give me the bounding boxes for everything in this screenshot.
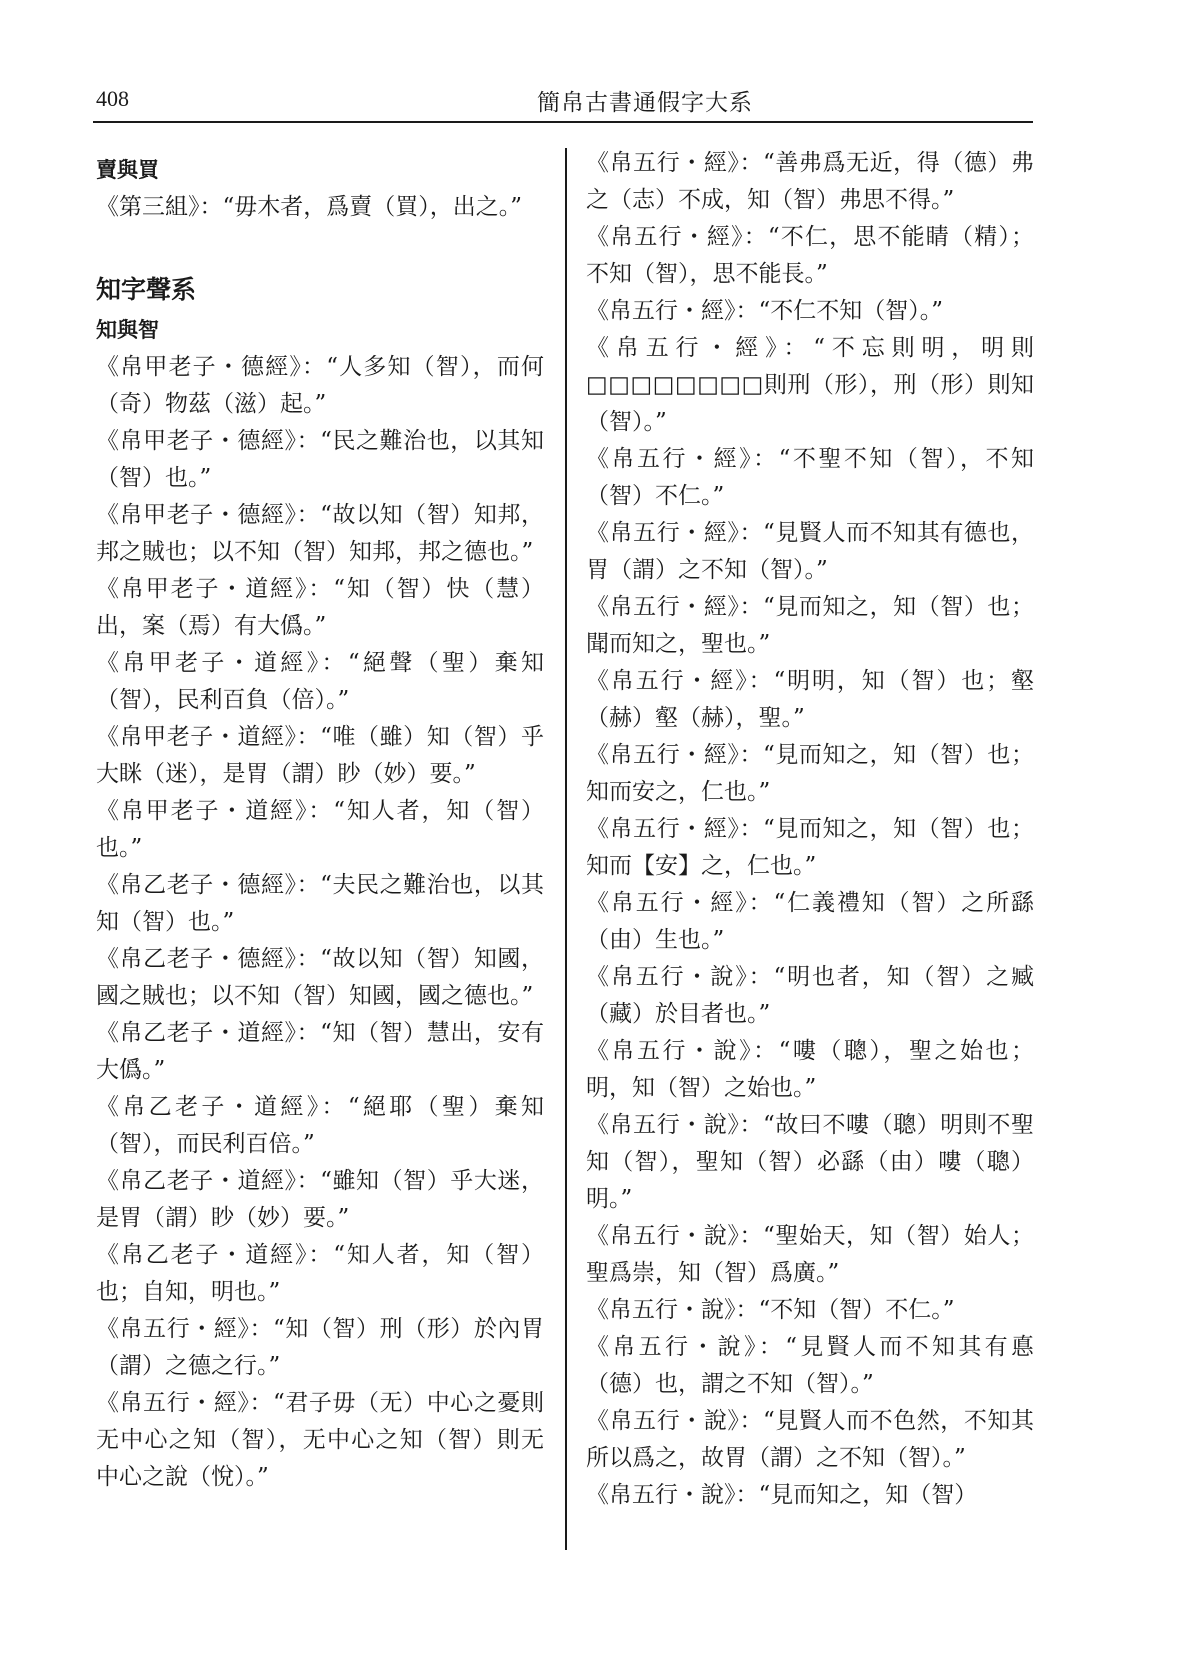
entry: 《帛甲老子・道經》：“知人者，知（智）也。” bbox=[96, 798, 544, 861]
entry: 《帛五行・說》：“見賢人而不知其有悳（德）也，謂之不知（智）。” bbox=[586, 1334, 1034, 1397]
entry: 《帛甲老子・道經》：“絕聲（聖）棄知（智），民利百負（倍）。” bbox=[96, 650, 544, 713]
entry: 《帛五行・經》：“不仁不知（智）。” bbox=[586, 298, 944, 324]
entry: 《帛五行・經》：“不仁，思不能睛（精）；不知（智），思不能長。” bbox=[586, 224, 1034, 287]
entry: 《帛五行・說》：“故曰不嘍（聰）明則不聖知（智），聖知（智）必繇（由）嘍（聰）明。” bbox=[586, 1112, 1034, 1212]
entry: 《帛五行・經》：“見而知之，知（智）也；知而安之，仁也。” bbox=[586, 742, 1034, 805]
entry: 《帛五行・說》：“嘍（聰），聖之始也；明，知（智）之始也。” bbox=[586, 1038, 1034, 1101]
column-divider bbox=[565, 148, 567, 1550]
entry: 《帛五行・經》：“知（智）刑（形）於內胃（謂）之德之行。” bbox=[96, 1316, 544, 1379]
entry: 《帛五行・說》：“明也者，知（智）之臧（藏）於目者也。” bbox=[586, 964, 1034, 1027]
entry: 《帛五行・說》：“見而知之，知（智） bbox=[586, 1482, 978, 1508]
entry: 《帛五行・經》：“明明，知（智）也；壑（赫）壑（赫），聖。” bbox=[586, 668, 1034, 731]
page-number: 408 bbox=[96, 86, 129, 111]
subheading-mai-yu-mai: 賣與買 bbox=[96, 158, 159, 182]
subheading-zhi-yu-zhi: 知與智 bbox=[96, 318, 159, 342]
entry: 《帛五行・經》：“不忘則明，明則□□□□□□□□則刑（形），刑（形）則知（智）。” bbox=[586, 335, 1034, 435]
entry: 《帛甲老子・道經》：“唯（雖）知（智）乎大眯（迷），是胃（謂）眇（妙）要。” bbox=[96, 724, 544, 787]
entry: 《帛五行・說》：“不知（智）不仁。” bbox=[586, 1297, 955, 1323]
entry: 《帛乙老子・道經》：“雖知（智）乎大迷，是胃（謂）眇（妙）要。” bbox=[96, 1168, 544, 1231]
right-column bbox=[586, 145, 1034, 1514]
entry: 《帛五行・經》：“善弗爲无近，得（德）弗之（志）不成，知（智）弗思不得。” bbox=[586, 150, 1034, 213]
entry: 《帛五行・經》：“見而知之，知（智）也；知而【安】之，仁也。” bbox=[586, 816, 1034, 879]
entry: 《帛乙老子・德經》：“故以知（智）知國，國之賊也；以不知（智）知國，國之德也。” bbox=[96, 946, 544, 1009]
entry: 《帛五行・經》：“君子毋（无）中心之憂則无中心之知（智），无中心之知（智）則无中心之說（悅）。” bbox=[96, 1390, 544, 1490]
entry: 《帛五行・經》：“不聖不知（智），不知（智）不仁。” bbox=[586, 446, 1034, 509]
entry: 《帛五行・經》：“仁義禮知（智）之所繇（由）生也。” bbox=[586, 890, 1034, 953]
running-title: 簡帛古書通假字大系 bbox=[537, 90, 753, 116]
entry: 《帛乙老子・道經》：“知（智）慧出，安有大僞。” bbox=[96, 1020, 544, 1083]
entry: 《帛甲老子・德經》：“人多知（智），而何（奇）物茲（滋）起。” bbox=[96, 354, 544, 417]
entry: 《帛乙老子・道經》：“知人者，知（智）也；自知，明也。” bbox=[96, 1242, 544, 1305]
entry: 《帛五行・說》：“見賢人而不色然，不知其所以爲之，故胃（謂）之不知（智）。” bbox=[586, 1408, 1034, 1471]
entry: 《第三組》：“毋木者，爲賣（買），出之。” bbox=[96, 194, 523, 220]
section-heading-zhi-sheng-xi: 知字聲系 bbox=[96, 275, 197, 304]
entry: 《帛乙老子・德經》：“夫民之難治也，以其知（智）也。” bbox=[96, 872, 544, 935]
entry: 《帛甲老子・道經》：“知（智）快（慧）出，案（焉）有大僞。” bbox=[96, 576, 544, 639]
entry: 《帛甲老子・德經》：“故以知（智）知邦，邦之賊也；以不知（智）知邦，邦之德也。” bbox=[96, 502, 544, 565]
entry: 《帛五行・經》：“見賢人而不知其有德也，胃（謂）之不知（智）。” bbox=[586, 520, 1034, 583]
header-rule bbox=[93, 121, 1033, 123]
entry: 《帛甲老子・德經》：“民之難治也，以其知（智）也。” bbox=[96, 428, 544, 491]
entry: 《帛五行・說》：“聖始天，知（智）始人；聖爲崇，知（智）爲廣。” bbox=[586, 1223, 1034, 1286]
entry: 《帛乙老子・道經》：“絕耶（聖）棄知（智），而民利百倍。” bbox=[96, 1094, 544, 1157]
left-column bbox=[96, 152, 544, 1496]
entry: 《帛五行・經》：“見而知之，知（智）也；聞而知之，聖也。” bbox=[586, 594, 1034, 657]
